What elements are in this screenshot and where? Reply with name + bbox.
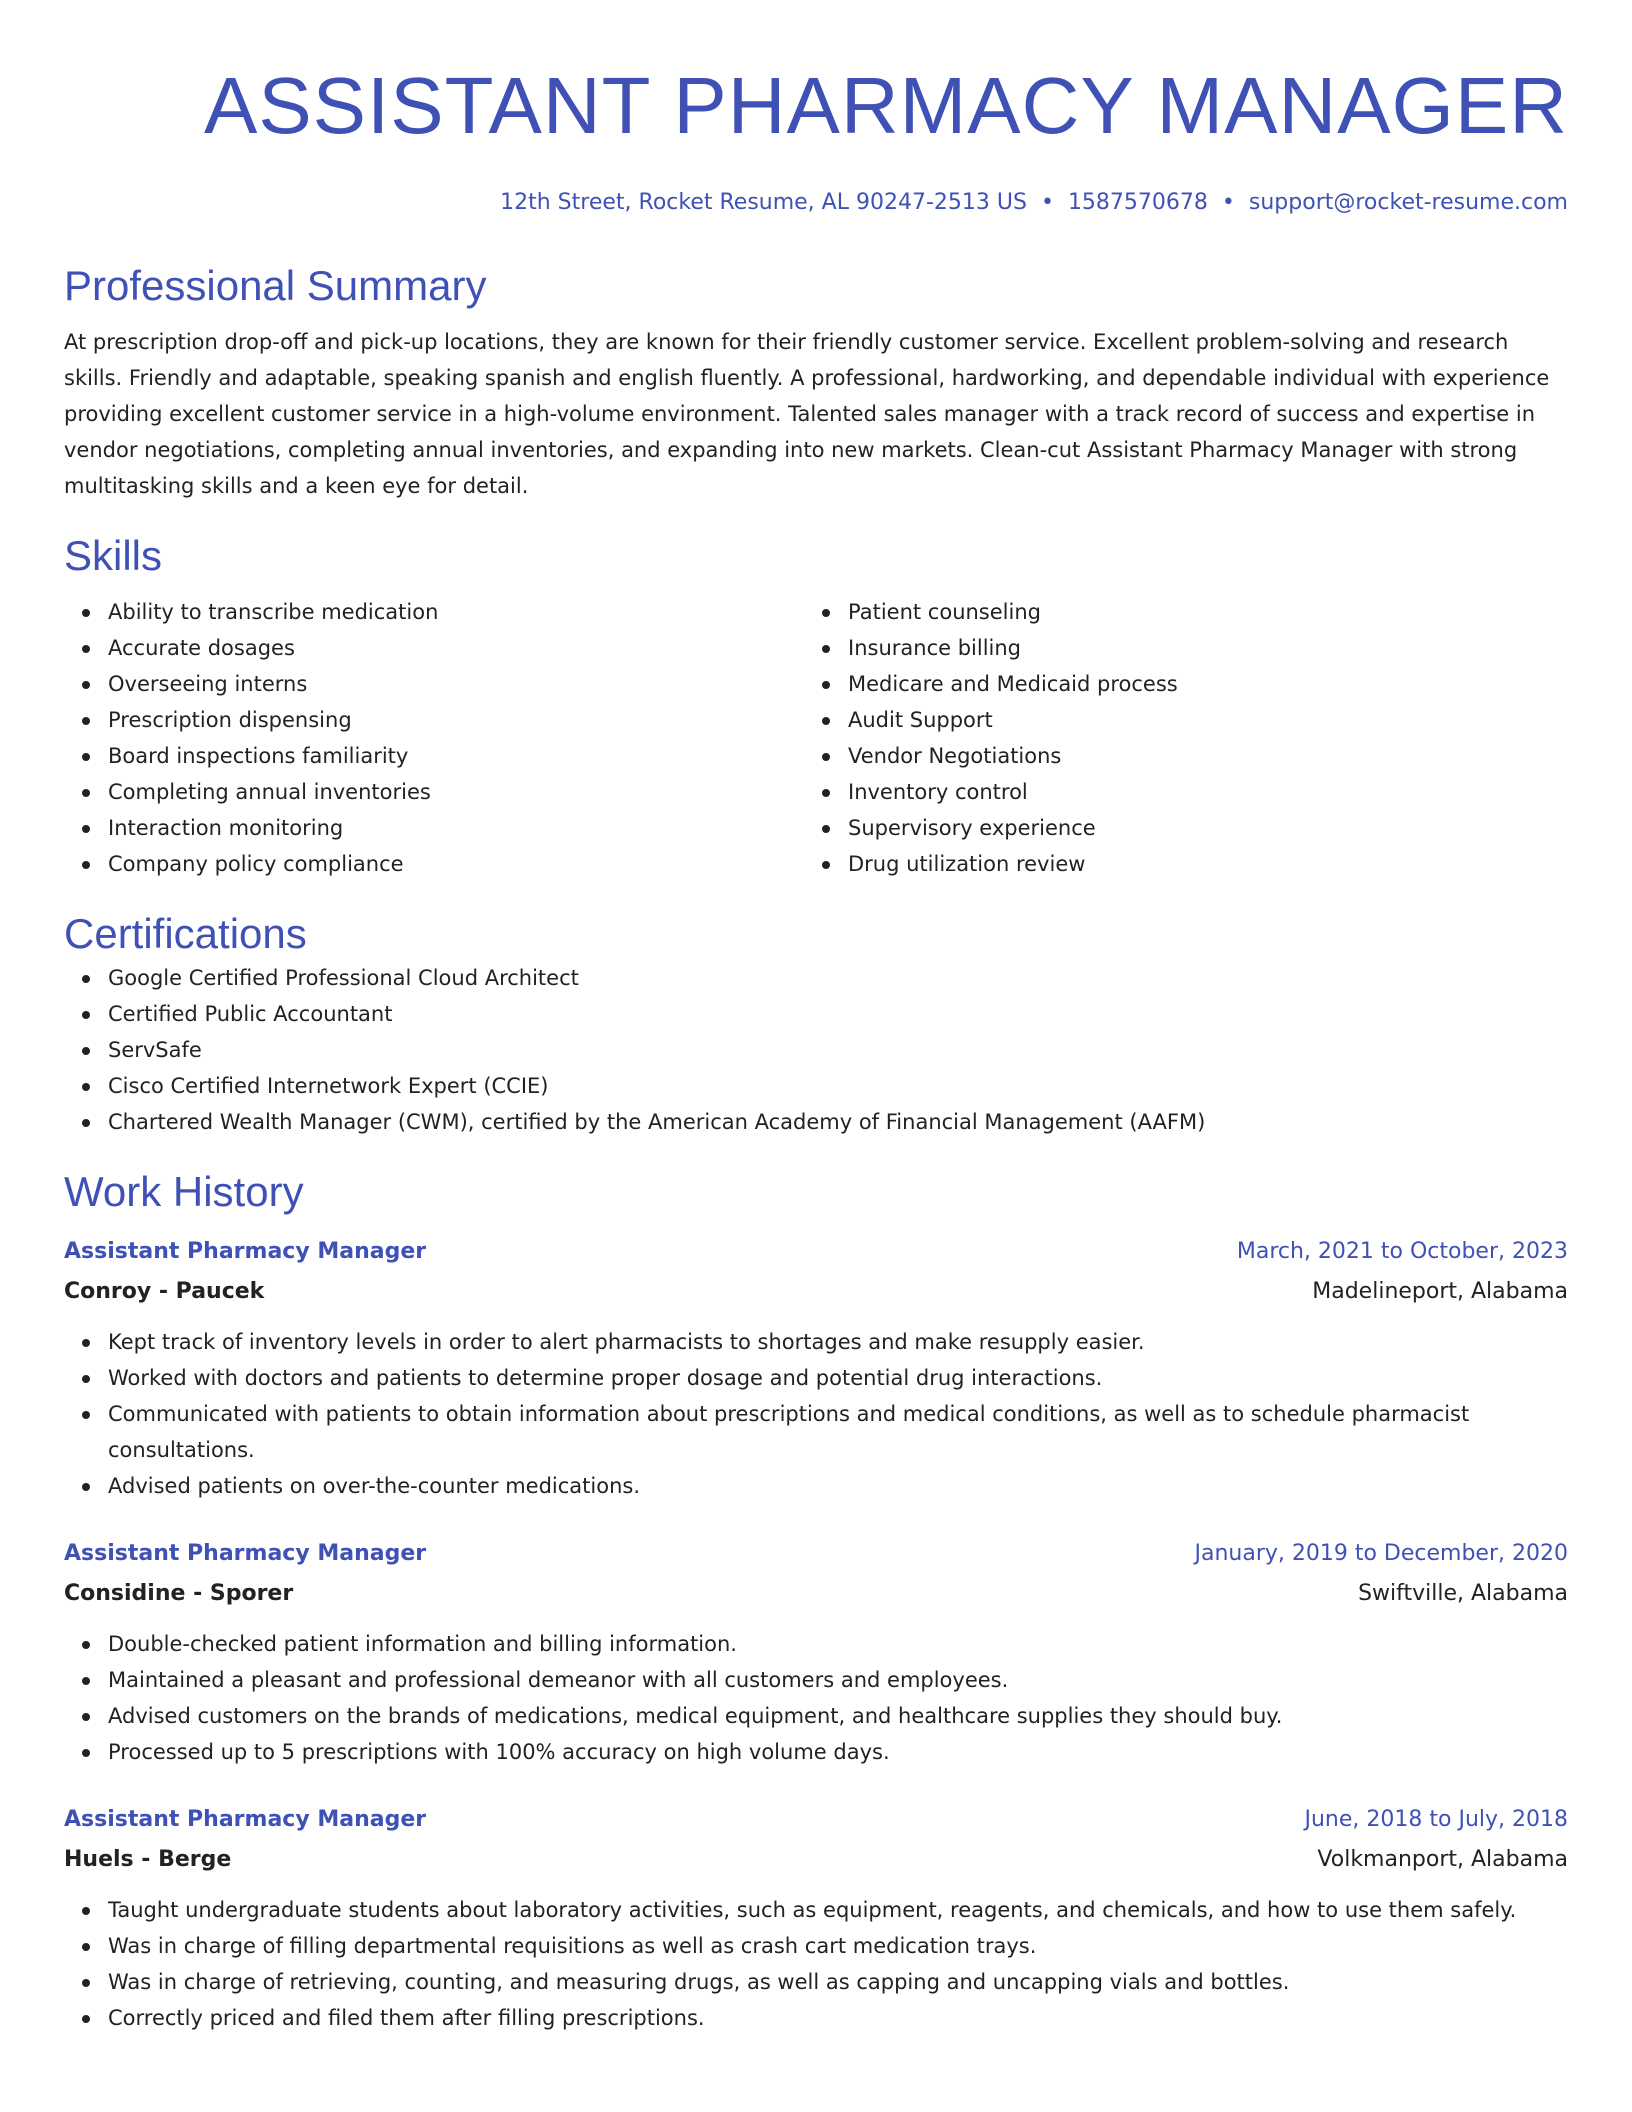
skills-list-left — [64, 594, 804, 882]
skill-item: Audit Support — [804, 702, 1544, 738]
job-entry — [64, 1232, 1568, 1504]
job-company-row — [64, 1272, 1568, 1312]
section-title-work-history: Work History — [64, 1168, 304, 1215]
job-bullets — [64, 1626, 1568, 1770]
job-bullet: Maintained a pleasant and professional demeanor with all customers and employees. — [64, 1662, 1568, 1698]
job-location: Swiftville, Alabama — [1358, 1581, 1568, 1606]
job-bullet: Processed up to 5 prescriptions with 100% accuracy on high volume days. — [64, 1734, 1568, 1770]
certification-item: Certified Public Accountant — [64, 996, 1568, 1032]
work-history-section — [64, 1166, 1568, 2036]
section-title-summary: Professional Summary — [64, 262, 487, 309]
certifications-list — [64, 960, 1568, 1140]
skill-item: Overseeing interns — [64, 666, 804, 702]
section-title-skills: Skills — [64, 532, 163, 579]
certification-item: Google Certified Professional Cloud Architect — [64, 960, 1568, 996]
skill-item: Completing annual inventories — [64, 774, 804, 810]
job-title: Assistant Pharmacy Manager — [64, 1239, 427, 1264]
job-location: Madelineport, Alabama — [1312, 1279, 1568, 1304]
job-company: Huels - Berge — [64, 1847, 232, 1872]
skill-item: Medicare and Medicaid process — [804, 666, 1544, 702]
skills-columns — [64, 594, 1568, 882]
job-bullet: Advised customers on the brands of medications, medical equipment, and healthcare supplies they should buy. — [64, 1698, 1568, 1734]
job-bullet: Worked with doctors and patients to determine proper dosage and potential drug interactions. — [64, 1360, 1568, 1396]
skill-item: Interaction monitoring — [64, 810, 804, 846]
job-bullet: Double-checked patient information and billing information. — [64, 1626, 1568, 1662]
job-bullet: Was in charge of retrieving, counting, and measuring drugs, as well as capping and uncapping vials and bottles. — [64, 1964, 1568, 2000]
skill-item: Supervisory experience — [804, 810, 1544, 846]
job-bullet: Communicated with patients to obtain information about prescriptions and medical conditions, as well as to schedule pharmacist consultations. — [64, 1396, 1568, 1468]
job-location: Volkmanport, Alabama — [1317, 1847, 1568, 1872]
candidate-name: ASSISTANT PHARMACY MANAGER — [203, 61, 1568, 150]
contact-email[interactable]: support@rocket-resume.com — [1248, 190, 1568, 215]
job-title-row — [64, 1800, 1568, 1840]
contact-phone: 1587570678 — [1067, 190, 1208, 215]
skill-item: Patient counseling — [804, 594, 1544, 630]
job-entry — [64, 1800, 1568, 2036]
skill-item: Company policy compliance — [64, 846, 804, 882]
certification-item: ServSafe — [64, 1032, 1568, 1068]
skills-section — [64, 530, 1568, 882]
job-company-row — [64, 1574, 1568, 1614]
job-bullets — [64, 1324, 1568, 1504]
skill-item: Board inspections familiarity — [64, 738, 804, 774]
job-dates: June, 2018 to July, 2018 — [1304, 1807, 1568, 1832]
contact-address: 12th Street, Rocket Resume, AL 90247-2513 US — [500, 190, 1027, 215]
job-title-row — [64, 1534, 1568, 1574]
job-dates: January, 2019 to December, 2020 — [1194, 1541, 1568, 1566]
skill-item: Accurate dosages — [64, 630, 804, 666]
job-title: Assistant Pharmacy Manager — [64, 1541, 427, 1566]
skill-item: Insurance billing — [804, 630, 1544, 666]
job-company: Considine - Sporer — [64, 1581, 294, 1606]
contact-separator: • — [1040, 190, 1054, 215]
job-bullet: Kept track of inventory levels in order to alert pharmacists to shortages and make resupply easier. — [64, 1324, 1568, 1360]
contact-separator: • — [1221, 190, 1235, 215]
job-bullet: Was in charge of filling departmental requisitions as well as crash cart medication trays. — [64, 1928, 1568, 1964]
job-bullet: Advised patients on over-the-counter medications. — [64, 1468, 1568, 1504]
job-bullet: Taught undergraduate students about laboratory activities, such as equipment, reagents, and chemicals, and how to use them safely. — [64, 1892, 1568, 1928]
job-bullet: Correctly priced and filed them after filling prescriptions. — [64, 2000, 1568, 2036]
skills-list-right — [804, 594, 1544, 882]
section-title-certifications: Certifications — [64, 910, 307, 957]
skill-item: Vendor Negotiations — [804, 738, 1544, 774]
summary-text: At prescription drop-off and pick-up locations, they are known for their friendly customer service. Excellent problem-solving and research skills. Friendly and adaptable, speaking spanish and english fluently. A professional, hardworking, and dependable individual with experience providing excellent customer service in a high-volume environment. Talented sales manager with a track record of success and expertise in vendor negotiations, completing annual inventories, and expanding into new markets. Clean-cut Assistant Pharmacy Manager with strong multitasking skills and a keen eye for detail. — [64, 330, 1550, 498]
job-dates: March, 2021 to October, 2023 — [1236, 1239, 1568, 1264]
skill-item: Inventory control — [804, 774, 1544, 810]
job-title-row — [64, 1232, 1568, 1272]
job-company: Conroy - Paucek — [64, 1279, 265, 1304]
job-company-row — [64, 1840, 1568, 1880]
skill-item: Ability to transcribe medication — [64, 594, 804, 630]
professional-summary-section — [64, 260, 1568, 504]
resume-header — [64, 58, 1568, 218]
job-title: Assistant Pharmacy Manager — [64, 1807, 427, 1832]
job-bullets — [64, 1892, 1568, 2036]
certification-item: Chartered Wealth Manager (CWM), certified by the American Academy of Financial Management (AAFM) — [64, 1104, 1568, 1140]
skill-item: Drug utilization review — [804, 846, 1544, 882]
job-entry — [64, 1534, 1568, 1770]
skill-item: Prescription dispensing — [64, 702, 804, 738]
contact-line — [64, 188, 1568, 218]
certifications-section — [64, 908, 1568, 1140]
certification-item: Cisco Certified Internetwork Expert (CCIE) — [64, 1068, 1568, 1104]
